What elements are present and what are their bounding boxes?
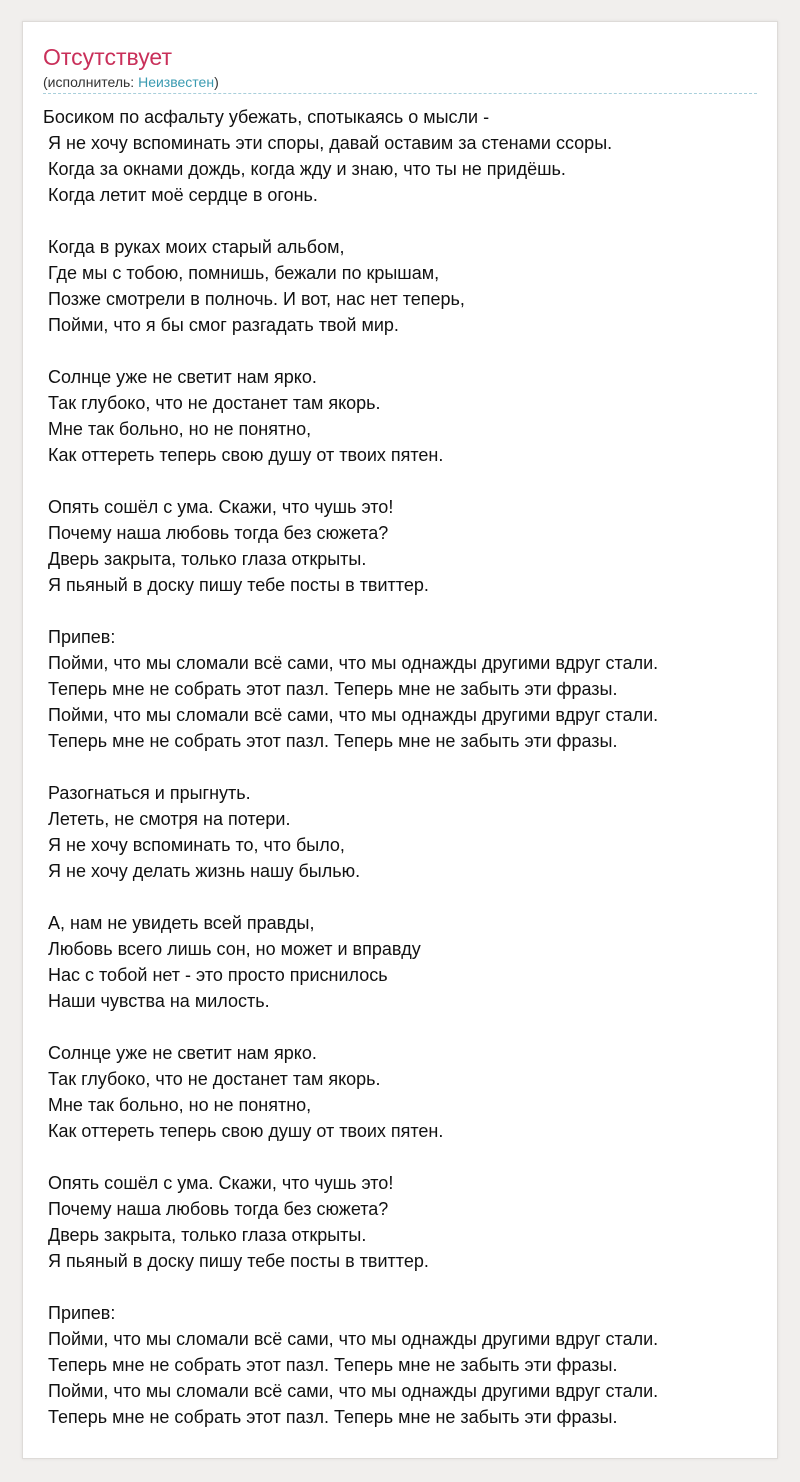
lyric-line: Пойми, что мы сломали всё сами, что мы однажды другими вдруг стали. (48, 705, 659, 725)
lyric-line: Опять сошёл с ума. Скажи, что чушь это! (48, 497, 394, 517)
lyric-line: Я пьяный в доску пишу тебе посты в твиттер. (48, 575, 429, 595)
lyric-line: Когда летит моё сердце в огонь. (48, 185, 318, 205)
stanza-break (43, 1274, 767, 1300)
lyric-line: Теперь мне не собрать этот пазл. Теперь мне не забыть эти фразы. (48, 1407, 618, 1427)
artist-line (43, 73, 219, 91)
stanza-break (43, 1144, 767, 1170)
lyric-line: Я не хочу вспоминать эти споры, давай оставим за стенами ссоры. (48, 133, 613, 153)
stanza-break (43, 884, 767, 910)
lyric-line: Пойми, что мы сломали всё сами, что мы однажды другими вдруг стали. (48, 1381, 659, 1401)
chorus-label: Припев: (48, 627, 116, 647)
stanza-break (43, 598, 767, 624)
lyric-line: Дверь закрыта, только глаза открыты. (48, 549, 367, 569)
stanza-break (43, 1014, 767, 1040)
lyric-line: Солнце уже не светит нам ярко. (48, 1043, 317, 1063)
lyric-line: Теперь мне не собрать этот пазл. Теперь мне не забыть эти фразы. (48, 679, 618, 699)
lyric-line: Лететь, не смотря на потери. (48, 809, 291, 829)
lyric-line: Пойми, что мы сломали всё сами, что мы однажды другими вдруг стали. (48, 1329, 659, 1349)
lyric-line: Когда за окнами дождь, когда жду и знаю, что ты не придёшь. (48, 159, 566, 179)
stanza-break (43, 208, 767, 234)
lyric-line: Я пьяный в доску пишу тебе посты в твиттер. (48, 1251, 429, 1271)
lyric-line: Когда в руках моих старый альбом, (48, 237, 345, 257)
lyric-line: Теперь мне не собрать этот пазл. Теперь мне не забыть эти фразы. (48, 1355, 618, 1375)
artist-link[interactable]: Неизвестен (138, 74, 215, 90)
lyrics-card (22, 21, 778, 1459)
title-divider (43, 93, 757, 94)
lyric-line: Почему наша любовь тогда без сюжета? (48, 523, 389, 543)
lyric-line: Разогнаться и прыгнуть. (48, 783, 251, 803)
lyric-line: Наши чувства на милость. (48, 991, 270, 1011)
lyric-line: Босиком по асфальту убежать, спотыкаясь о мысли - (43, 107, 490, 127)
stanza-break (43, 338, 767, 364)
lyric-line: Теперь мне не собрать этот пазл. Теперь мне не забыть эти фразы. (48, 731, 618, 751)
song-title: Отсутствует (43, 44, 172, 70)
lyric-line: Мне так больно, но не понятно, (48, 1095, 312, 1115)
lyric-line: Так глубоко, что не достанет там якорь. (48, 393, 381, 413)
artist-prefix: (исполнитель: (43, 74, 139, 90)
lyric-line: Пойми, что я бы смог разгадать твой мир. (48, 315, 399, 335)
chorus-label: Припев: (48, 1303, 116, 1323)
stanza-break (43, 468, 767, 494)
lyric-line: Нас с тобой нет - это просто приснилось (48, 965, 388, 985)
lyric-line: Так глубоко, что не достанет там якорь. (48, 1069, 381, 1089)
lyric-line: Где мы с тобою, помнишь, бежали по крышам, (48, 263, 440, 283)
lyric-line: А, нам не увидеть всей правды, (48, 913, 315, 933)
lyric-line: Как оттереть теперь свою душу от твоих пятен. (48, 445, 444, 465)
lyric-line: Мне так больно, но не понятно, (48, 419, 312, 439)
lyric-line: Я не хочу вспоминать то, что было, (48, 835, 345, 855)
lyric-line: Солнце уже не светит нам ярко. (48, 367, 317, 387)
lyric-line: Как оттереть теперь свою душу от твоих пятен. (48, 1121, 444, 1141)
lyrics-text (43, 104, 767, 1430)
lyric-line: Я не хочу делать жизнь нашу былью. (48, 861, 361, 881)
artist-suffix: ) (214, 74, 219, 90)
lyric-line: Опять сошёл с ума. Скажи, что чушь это! (48, 1173, 394, 1193)
lyric-line: Почему наша любовь тогда без сюжета? (48, 1199, 389, 1219)
lyric-line: Дверь закрыта, только глаза открыты. (48, 1225, 367, 1245)
lyric-line: Любовь всего лишь сон, но может и вправду (48, 939, 421, 959)
lyric-line: Пойми, что мы сломали всё сами, что мы однажды другими вдруг стали. (48, 653, 659, 673)
stanza-break (43, 754, 767, 780)
lyric-line: Позже смотрели в полночь. И вот, нас нет теперь, (48, 289, 465, 309)
